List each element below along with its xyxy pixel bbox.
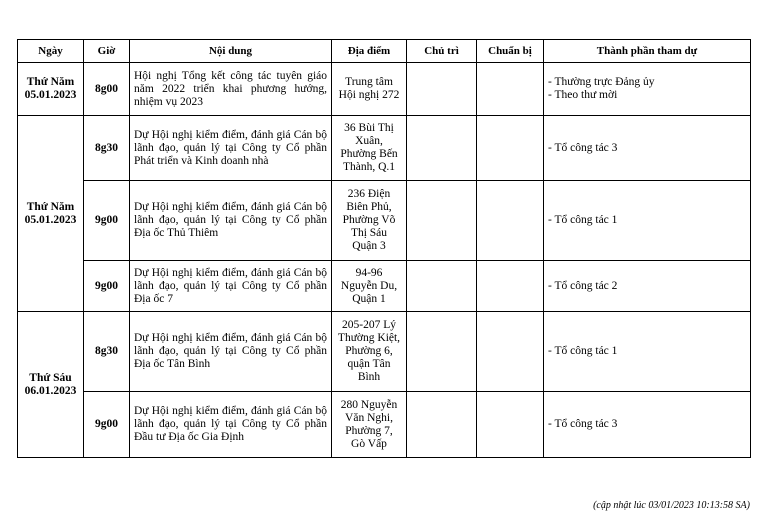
place-cell: 94-96 Nguyễn Du, Quận 1 — [332, 261, 407, 312]
place-cell: Trung tâm Hội nghị 272 — [332, 63, 407, 116]
chair-cell — [407, 392, 477, 458]
chair-cell — [407, 181, 477, 261]
col-header-attendees: Thành phần tham dự — [544, 40, 751, 63]
day-cell: Thứ Năm 05.01.2023 — [18, 116, 84, 312]
chair-cell — [407, 116, 477, 181]
day-cell: Thứ Sáu 06.01.2023 — [18, 312, 84, 458]
time-cell: 8g30 — [84, 116, 130, 181]
table-row — [18, 116, 751, 181]
chair-cell — [407, 261, 477, 312]
table-row — [18, 392, 751, 458]
prep-cell — [477, 392, 544, 458]
col-header-chair: Chủ trì — [407, 40, 477, 63]
time-cell: 8g00 — [84, 63, 130, 116]
col-header-content: Nội dung — [130, 40, 332, 63]
attendees-cell: - Tổ công tác 3 — [544, 116, 751, 181]
table-row — [18, 63, 751, 116]
chair-cell — [407, 63, 477, 116]
content-cell: Dự Hội nghị kiểm điểm, đánh giá Cán bộ lãnh đạo, quản lý tại Công ty Cổ phần Địa ốc Thủ Thiêm — [130, 181, 332, 261]
content-cell: Hội nghị Tổng kết công tác tuyên giáo năm 2022 triển khai phương hướng, nhiệm vụ 2023 — [130, 63, 332, 116]
place-cell: 205-207 Lý Thường Kiệt, Phường 6, quận Tân Bình — [332, 312, 407, 392]
prep-cell — [477, 116, 544, 181]
content-cell: Dự Hội nghị kiểm điểm, đánh giá Cán bộ lãnh đạo, quản lý tại Công ty Cổ phần Địa ốc Tân Bình — [130, 312, 332, 392]
place-cell: 280 Nguyễn Văn Nghi, Phường 7, Gò Vấp — [332, 392, 407, 458]
attendees-cell: - Tổ công tác 3 — [544, 392, 751, 458]
time-cell: 8g30 — [84, 312, 130, 392]
prep-cell — [477, 63, 544, 116]
table-row — [18, 261, 751, 312]
time-cell: 9g00 — [84, 181, 130, 261]
chair-cell — [407, 312, 477, 392]
day-cell: Thứ Năm 05.01.2023 — [18, 63, 84, 116]
last-updated-note: (cập nhật lúc 03/01/2023 10:13:58 SA) — [593, 500, 750, 511]
col-header-day: Ngày — [18, 40, 84, 63]
col-header-prep: Chuẩn bị — [477, 40, 544, 63]
content-cell: Dự Hội nghị kiểm điểm, đánh giá Cán bộ lãnh đạo, quản lý tại Công ty Cổ phần Đầu tư Địa ốc Gia Định — [130, 392, 332, 458]
attendees-cell: - Thường trực Đảng ủy - Theo thư mời — [544, 63, 751, 116]
prep-cell — [477, 261, 544, 312]
time-cell: 9g00 — [84, 392, 130, 458]
col-header-time: Giờ — [84, 40, 130, 63]
content-cell: Dự Hội nghị kiểm điểm, đánh giá Cán bộ lãnh đạo, quản lý tại Công ty Cổ phần Địa ốc 7 — [130, 261, 332, 312]
table-row — [18, 312, 751, 392]
schedule-table — [17, 39, 751, 458]
col-header-place: Địa điểm — [332, 40, 407, 63]
place-cell: 236 Điện Biên Phủ, Phường Võ Thị Sáu Quận 3 — [332, 181, 407, 261]
attendees-cell: - Tổ công tác 2 — [544, 261, 751, 312]
header-row — [18, 40, 751, 63]
table-row — [18, 181, 751, 261]
prep-cell — [477, 312, 544, 392]
attendees-cell: - Tổ công tác 1 — [544, 312, 751, 392]
prep-cell — [477, 181, 544, 261]
place-cell: 36 Bùi Thị Xuân, Phường Bến Thành, Q.1 — [332, 116, 407, 181]
attendees-cell: - Tổ công tác 1 — [544, 181, 751, 261]
content-cell: Dự Hội nghị kiểm điểm, đánh giá Cán bộ lãnh đạo, quản lý tại Công ty Cổ phần Phát triển và Kinh doanh nhà — [130, 116, 332, 181]
time-cell: 9g00 — [84, 261, 130, 312]
